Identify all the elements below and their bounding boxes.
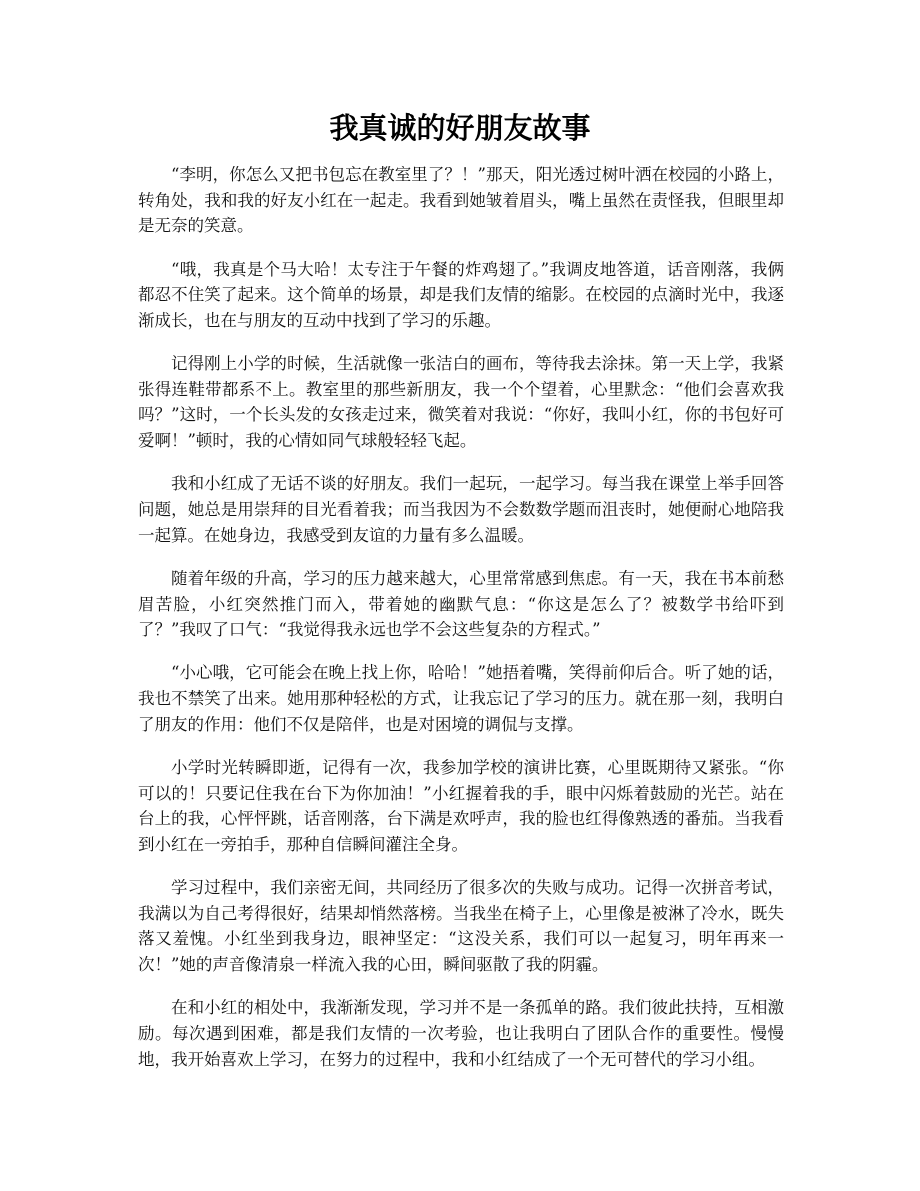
paragraph-6: “小心哦，它可能会在晚上找上你，哈哈！”她捂着嘴，笑得前仰后合。听了她的话，我也不禁笑了出来。她用那种轻松的方式，让我忘记了学习的压力。就在那一刻，我明白了朋友的作用：他们不仅是陪伴，也是对困境的调侃与支撑。 bbox=[138, 663, 784, 734]
paragraph-2: “哦，我真是个马大哈！太专注于午餐的炸鸡翅了。”我调皮地答道，话音刚落，我俩都忍不住笑了起来。这个简单的场景，却是我们友情的缩影。在校园的点滴时光中，我逐渐成长，也在与朋友的互动中找到了学习的乐趣。 bbox=[138, 259, 784, 330]
paragraph-1: “李明，你怎么又把书包忘在教室里了？！”那天，阳光透过树叶洒在校园的小路上，转角处，我和我的好友小红在一起走。我看到她皱着眉头，嘴上虽然在责怪我，但眼里却是无奈的笑意。 bbox=[138, 165, 784, 236]
paragraph-8: 学习过程中，我们亲密无间，共同经历了很多次的失败与成功。记得一次拼音考试，我满以为自己考得很好，结果却悄然落榜。当我坐在椅子上，心里像是被淋了冷水，既失落又羞愧。小红坐到我身边，眼神坚定：“这没关系，我们可以一起复习，明年再来一次！”她的声音像清泉一样流入我的心田，瞬间驱散了我的阴霾。 bbox=[138, 878, 784, 975]
paragraph-4: 我和小红成了无话不谈的好朋友。我们一起玩，一起学习。每当我在课堂上举手回答问题，她总是用崇拜的目光看着我；而当我因为不会数数学题而沮丧时，她便耐心地陪我一起算。在她身边，我感受到友谊的力量有多么温暖。 bbox=[138, 474, 784, 545]
paragraph-7: 小学时光转瞬即逝，记得有一次，我参加学校的演讲比赛，心里既期待又紧张。“你可以的！只要记住我在台下为你加油！”小红握着我的手，眼中闪烁着鼓励的光芒。站在台上的我，心怦怦跳，话音刚落，台下满是欢呼声，我的脸也红得像熟透的番茄。当我看到小红在一旁拍手，那种自信瞬间灌注全身。 bbox=[138, 758, 784, 854]
document-body bbox=[138, 162, 784, 1090]
paragraph-9: 在和小红的相处中，我渐渐发现，学习并不是一条孤单的路。我们彼此扶持，互相激励。每次遇到困难，都是我们友情的一次考验，也让我明白了团队合作的重要性。慢慢地，我开始喜欢上学习，在努力的过程中，我和小红结成了一个无可替代的学习小组。 bbox=[138, 998, 784, 1069]
paragraph-3: 记得刚上小学的时候，生活就像一张洁白的画布，等待我去涂抹。第一天上学，我紧张得连鞋带都系不上。教室里的那些新朋友，我一个个望着，心里默念：“他们会喜欢我吗？”这时，一个长头发的女孩走过来，微笑着对我说：“你好，我叫小红，你的书包好可爱啊！”顿时，我的心情如同气球般轻轻飞起。 bbox=[138, 354, 784, 450]
document-title: 我真诚的好朋友故事 bbox=[329, 111, 591, 145]
paragraph-5: 随着年级的升高，学习的压力越来越大，心里常常感到焦虑。有一天，我在书本前愁眉苦脸，小红突然推门而入，带着她的幽默气息：“你这是怎么了？被数学书给吓到了？”我叹了口气：“我觉得我永远也学不会这些复杂的方程式。” bbox=[138, 568, 784, 640]
